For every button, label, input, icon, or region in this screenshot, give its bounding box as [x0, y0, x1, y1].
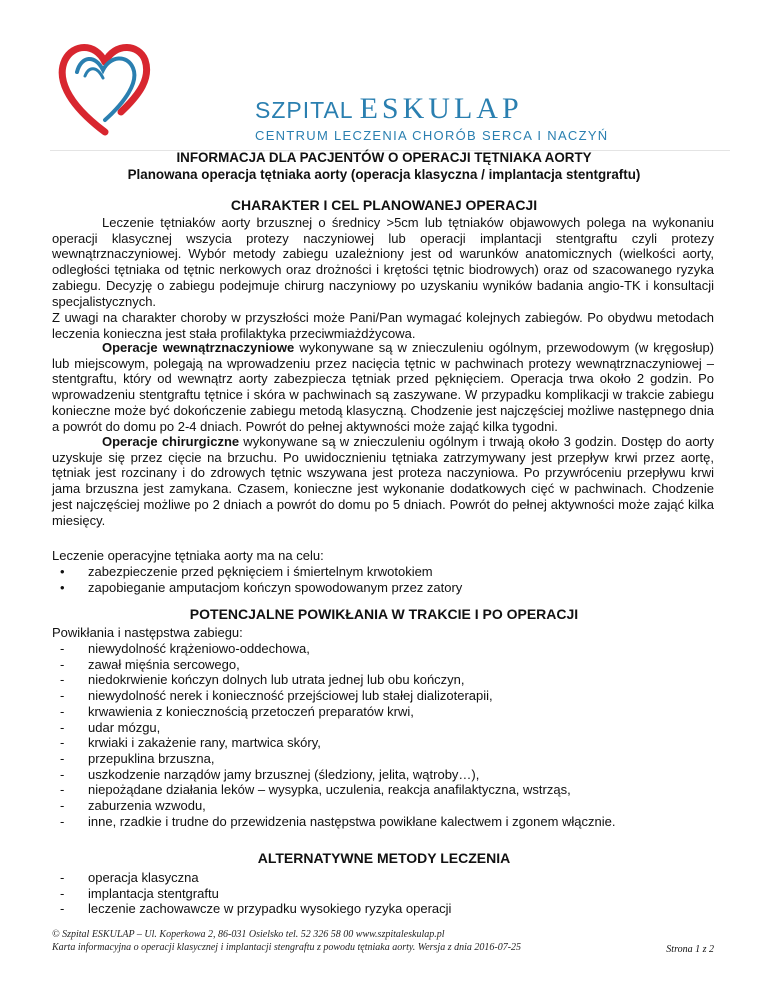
footer-document-info: Karta informacyjna o operacji klasycznej i implantacji stengraftu z powodu tętniaka aorty. Wersja z dnia 2016-07-25	[52, 942, 522, 953]
surgical-text: wykonywane są w znieczuleniu ogólnym i trwają około 3 godzin. Dostęp do aorty uzyskuje się przez cięcie na brzuchu. Po uwidocznieniu tętniaka zatrzymywany jest przepływ krwi przez aortę, tętniak jest rozcinany i do zdrowych tętnic wszywana jest proteza naczyniowa. Po przywróceniu przepływu krwi jama brzuszna jest zamykana. Czasem, konieczne jest wykonanie dodatkowych cięć w pachwinach. Chodzenie jest najczęściej możliwe po 2 dniach a powrót do domu po 5 dniach. Powrót do pełnej aktywności może zająć kilka miesięcy.	[52, 434, 714, 528]
surgical-label: Operacje chirurgiczne	[102, 434, 240, 449]
list-item-text: niewydolność nerek i konieczność przejściowej lub stałej dializoterapii,	[88, 688, 493, 704]
list-item-text: implantacja stentgraftu	[88, 885, 219, 901]
list-item-text: zaburzenia wzwodu,	[88, 798, 206, 814]
complications-intro: Powikłania i następstwa zabiegu:	[52, 625, 243, 640]
list-item-text: zawał mięśnia sercowego,	[88, 656, 240, 672]
footer-address: © Szpital ESKULAP – Ul. Koperkowa 2, 86-031 Osielsko tel. 52 326 58 00 www.szpitaleskulap.pl	[52, 929, 445, 940]
page-header	[50, 30, 730, 151]
list-item-text: zabezpieczenie przed pęknięciem i śmiertelnym krwotokiem	[88, 564, 433, 579]
list-item: - udar mózgu,	[60, 719, 161, 735]
goals-intro: Leczenie operacyjne tętniaka aorty ma na celu:	[52, 548, 324, 563]
list-item-text: leczenie zachowawcze w przypadku wysokiego ryzyka operacji	[88, 901, 452, 917]
list-item: - inne, rzadkie i trudne do przewidzenia następstwa powikłane kalectwem i zgonem włącznie.	[60, 813, 616, 829]
section-heading-purpose: CHARAKTER I CEL PLANOWANEJ OPERACJI	[230, 197, 538, 213]
brand-prefix: SZPITAL	[255, 97, 354, 123]
heart-logo-icon	[55, 32, 155, 142]
list-item: - niedokrwienie kończyn dolnych lub utrata jednej lub obu kończyn,	[60, 672, 465, 688]
list-item: - operacja klasyczna	[60, 870, 199, 885]
alternatives-list	[52, 870, 714, 917]
list-item-text: udar mózgu,	[88, 719, 161, 735]
brand-tagline: CENTRUM LECZENIA CHORÓB SERCA I NACZYŃ	[255, 128, 609, 143]
paragraph-surgical	[52, 434, 714, 528]
list-item: - krwawienia z koniecznością przetoczeń preparatów krwi,	[60, 703, 414, 719]
paragraph-purpose: Leczenie tętniaków aorty brzusznej o średnicy >5cm lub tętniaków objawowych polega na wykonaniu operacji klasycznej wszycia protezy naczyniowej lub operacji implantacji stentgraftu czyli protezy wewnątrznaczyniowej. Wybór metody zabiegu uzależniony jest od warunków anatomicznych (wielkości aorty, odległości tętniaka od tętnic nerkowych oraz drożności i krętości tętnic biodrowych) oraz od szacowanego ryzyka zabiegu. Decyzję o zabiegu podejmuje chirurg naczyniowy po uzyskaniu wyników badania angio-TK i konsultacji specjalistycznych.	[52, 215, 714, 309]
list-item: - niepożądane działania leków – wysypka, uczulenia, reakcja anafilaktyczna, wstrząs,	[60, 782, 571, 798]
list-item: - zaburzenia wzwodu,	[60, 798, 206, 814]
list-item-text: krwawienia z koniecznością przetoczeń preparatów krwi,	[88, 703, 414, 719]
list-item-text: niepożądane działania leków – wysypka, uczulenia, reakcja anafilaktyczna, wstrząs,	[88, 782, 571, 798]
list-item-text: niedokrwienie kończyn dolnych lub utrata jednej lub obu kończyn,	[88, 672, 465, 688]
document-subtitle: Planowana operacja tętniaka aorty (operacja klasyczna / implantacja stentgraftu)	[127, 167, 641, 182]
endovascular-label: Operacje wewnątrznaczyniowe	[102, 340, 295, 355]
list-item: - przepuklina brzuszna,	[60, 750, 215, 766]
brand-name	[255, 92, 523, 126]
section-heading-alternatives: ALTERNATYWNE METODY LECZENIA	[257, 850, 511, 866]
document-title: INFORMACJA DLA PACJENTÓW O OPERACJI TĘTNIAKA AORTY	[176, 150, 592, 165]
list-item-text: zapobieganie amputacjom kończyn spowodowanym przez zatory	[88, 579, 463, 595]
list-item: - zawał mięśnia sercowego,	[60, 656, 240, 672]
list-item-text: inne, rzadkie i trudne do przewidzenia następstwa powikłane kalectwem i zgonem włącznie.	[88, 813, 616, 829]
list-item-text: niewydolność krążeniowo-oddechowa,	[88, 641, 310, 656]
bullet-icon: •	[60, 579, 65, 595]
list-item: - niewydolność nerek i konieczność przejściowej lub stałej dializoterapii,	[60, 688, 493, 704]
endovascular-text: wykonywane są w znieczuleniu ogólnym, przewodowym (w kręgosłup) lub miejscowym, polegają na wprowadzeniu przez nacięcia tętnic w pachwinach protezy wewnątrznaczyniowej – stentgraftu, który od wewnątrz aorty zabezpiecza tętniak przed pęknięciem. Operacja trwa około 2 godzin. Po wprowadzeniu stentgraftu tętnice i skóra w pachwinach są zaszywane. W przypadku komplikacji w trakcie zabiegu konieczne może być dokończenie zabiegu metodą klasyczną. Chodzenie jest najczęściej możliwe następnego dnia a powrót do domu po 2-4 dniach. Powrót do pełnej aktywności może zająć kilka tygodni.	[52, 340, 715, 434]
list-item: - niewydolność krążeniowo-oddechowa,	[60, 641, 310, 656]
list-item	[52, 564, 714, 580]
paragraph-prophylaxis: Z uwagi na charakter choroby w przyszłości może Pani/Pan wymagać kolejnych zabiegów. Po obydwu metodach leczenia konieczna jest stała profilaktyka przeciwmiażdżycowa.	[52, 310, 714, 341]
page-footer	[52, 928, 712, 954]
page-number: Strona 1 z 2	[666, 944, 714, 955]
complications-list	[52, 641, 714, 829]
list-item-text: krwiaki i zakażenie rany, martwica skóry,	[88, 735, 321, 751]
list-item: - krwiaki i zakażenie rany, martwica skóry,	[60, 735, 321, 751]
list-item-text: uszkodzenie narządów jamy brzusznej (śledziony, jelita, wątroby…),	[88, 766, 480, 782]
brand-title: ESKULAP	[359, 92, 523, 125]
list-item: - implantacja stentgraftu	[60, 885, 219, 901]
goals-list	[52, 564, 714, 595]
paragraph-endovascular	[52, 340, 714, 434]
list-item: - uszkodzenie narządów jamy brzusznej (śledziony, jelita, wątroby…),	[60, 766, 480, 782]
list-item	[52, 580, 714, 596]
list-item: - leczenie zachowawcze w przypadku wysokiego ryzyka operacji	[60, 901, 452, 917]
bullet-icon: •	[60, 564, 65, 579]
list-item-text: przepuklina brzuszna,	[88, 750, 215, 766]
section-heading-complications: POTENCJALNE POWIKŁANIA W TRAKCIE I PO OPERACJI	[189, 606, 579, 622]
list-item-text: operacja klasyczna	[88, 870, 199, 885]
